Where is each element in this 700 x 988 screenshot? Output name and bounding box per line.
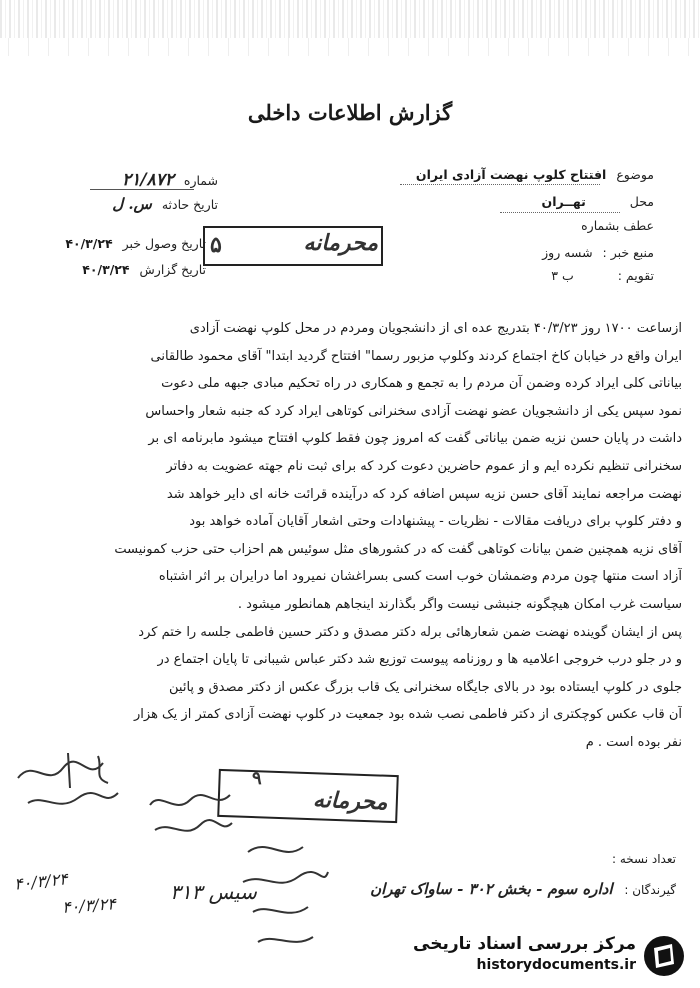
reference-label: عطف بشماره (581, 218, 654, 233)
stamp-bottom-number: ۹ (252, 768, 262, 789)
body-line: آزاد است منتها چون مردم وضمشان خوب است کسی بسراغشان نمیرود اما درایران بر اثر اشتباه (158, 569, 682, 585)
number-label: شماره (183, 173, 218, 188)
report-date-label: تاریخ گزارش (139, 262, 206, 277)
field-event-date (112, 195, 218, 213)
body-line: بیاناتی کلی ایراد کرده وضمن آن مردم را به تجمع و همکاری در راه تحکیم مبادی جبهه ملی دعوت (161, 376, 682, 392)
scan-noise-band (0, 38, 700, 56)
body-line: و دفتر کلوپ برای دریافت مقالات - نظریات - پیشنهادات وحتی اشعار آقایان آماده خواهد بود (189, 514, 682, 530)
body-line: ازساعت ۱۷۰۰ روز ۴۰/۳/۲۳ بتدریج عده ای از دانشجویان ومردم در محل کلوپ نهضت آزادی (189, 321, 682, 336)
body-line: جلوی در کلوپ ایستاده بود در بالای جایگاه سخنرانی یک قاب بزرگ عکس از دکتر مصدق و پائین (169, 679, 682, 695)
watermark-persian-text: مرکز بررسی اسناد تاریخی (413, 934, 636, 954)
scan-noise-top (0, 0, 700, 38)
body-line: آقای نزیه همچنین ضمن بیانات کوتاهی گفت که در کشورهای مثل سوئیس هم احزاب حتی حزب کمونیست (114, 541, 682, 557)
body-line: نهضت مراجعه نمایند آقای حسن نزیه سپس اضافه کرد که درآینده قرائت خانه ای دایر خواهد شد (166, 486, 682, 502)
field-report-date (82, 262, 206, 277)
news-received-label: تاریخ وصول خبر (122, 236, 206, 251)
stamp-bottom-text: محرمانه (313, 786, 389, 816)
report-date-value: ۴۰/۳/۲۴ (82, 262, 130, 277)
field-reference (581, 218, 654, 233)
rating-value: ب ۳ (551, 268, 574, 283)
report-body (18, 315, 682, 757)
recipients-line (370, 880, 676, 898)
handwritten-note-1: سیس ۳۱۳ (170, 880, 257, 904)
location-value: تهــران (541, 194, 586, 209)
stamp-top-text: محرمانه (303, 230, 378, 256)
source-label: منبع خبر : (602, 245, 654, 260)
watermark-logo (413, 930, 692, 980)
location-underline (500, 212, 620, 213)
field-news-received (65, 236, 206, 251)
field-rating (551, 268, 654, 283)
event-date-label: تاریخ حادثه (161, 197, 218, 212)
watermark-url-text: historydocuments.ir (476, 957, 636, 973)
location-label: محل (629, 194, 654, 209)
body-line: نمود سپس یکی از دانشجویان عضو نهضت آزادی سخنرانی کوتاهی ایراد کرد که جنبه شعار واحساس (145, 403, 682, 419)
field-source (542, 245, 654, 260)
field-number (122, 170, 218, 190)
body-line: آن قاب عکس کوچکتری از دکتر فاطمی نصب شده بود جمعیت در کلوپ نهضت آزادی کمتر از یک هزار (134, 707, 682, 723)
body-line: پس از ایشان گوینده نهضت ضمن شعارهائی برله دکتر مصدق و دکتر حسین فاطمی جلسه را ختم کرد (138, 624, 682, 640)
number-value: ۲۱/۸۷۲ (122, 170, 174, 190)
handwritten-note-3: ۴۰/۳/۲۴ (13, 869, 69, 894)
number-underline (90, 189, 194, 190)
source-value: شسه روز (542, 245, 593, 260)
document-title: گزارش اطلاعات داخلی (247, 100, 453, 125)
handwritten-date-scribble (140, 785, 240, 845)
body-line: و در جلو درب خروجی اعلامیه ها و روزنامه پیوست توزیع شد دکتر عباس شیبانی تا پایان اجتماع در (157, 652, 682, 668)
news-received-value: ۴۰/۳/۲۴ (65, 236, 113, 251)
stamp-top-number: ۵ (210, 232, 222, 258)
subject-underline (400, 184, 600, 185)
archive-logo-icon (642, 934, 686, 978)
body-line: نفر بوده است . م (585, 734, 682, 750)
handwritten-note-2: ۴۰/۳/۲۴ (61, 894, 117, 917)
rating-label: تقویم : (617, 268, 654, 283)
signature-scribble-left (8, 748, 128, 828)
recipients-value: اداره سوم - بخش ۳۰۲ - ساواک تهران (370, 880, 613, 898)
field-location (542, 194, 654, 209)
copies-line (612, 852, 676, 866)
field-subject (416, 167, 654, 182)
body-line: سیاست غرب امکان هیچگونه جنبشی نیست واگر بگذارند اینجاهم همانطور میشود . (237, 596, 682, 612)
copies-label: تعداد نسخه : (611, 852, 676, 866)
subject-label: موضوع (616, 167, 654, 182)
body-line: سخنرانی تنظیم نکرده ایم و از عموم حاضرین دعوت کرد که برای ثبت نام جهته عضویت به دفاتر (166, 458, 682, 474)
body-line: داشت در پایان حسن نزیه ضمن بیاناتی گفت که امروز چون فقط کلوپ افتتاح میشود مابرنامه ای بر (148, 431, 682, 447)
subject-value: افتتاح کلوپ نهضت آزادی ایران (415, 167, 607, 182)
recipients-label: گیرندگان : (624, 883, 676, 897)
event-date-value: س. ل (112, 195, 152, 213)
body-line: ایران واقع در خیابان کاخ اجتماع کردند وکلوپ مزبور رسما" افتتاح گردید ابتدا" آقای محمود طالقانی (150, 348, 682, 364)
